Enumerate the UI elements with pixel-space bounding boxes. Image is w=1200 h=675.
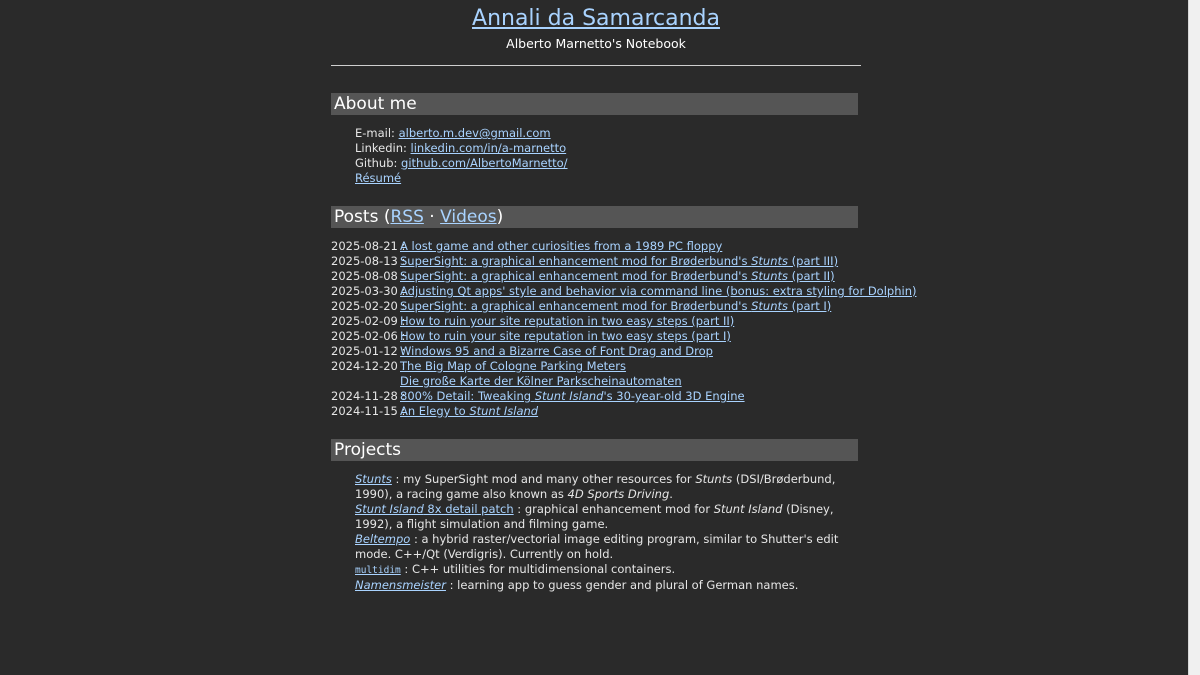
post-link[interactable]: How to ruin your site reputation in two easy steps (part II) (400, 314, 735, 328)
post-item (331, 344, 861, 359)
project-item-beltempo: Beltempo : a hybrid raster/vectorial image editing program, similar to Shutter's edit mode. C++/Qt (Verdigris). Currently on hold. (355, 532, 839, 561)
linkedin-label: Linkedin: (355, 141, 407, 155)
post-date: 2025-02-06 : (331, 329, 406, 343)
contact-list (331, 126, 861, 186)
contact-resume (355, 171, 861, 186)
vertical-scrollbar[interactable] (1188, 0, 1200, 675)
post-date: 2024-12-20 : (331, 359, 406, 373)
site-title-link[interactable]: Annali da Samarcanda (472, 6, 720, 31)
site-subtitle: Alberto Marnetto's Notebook (506, 36, 686, 51)
post-item (331, 314, 861, 329)
post-date: 2024-11-28 : (331, 389, 406, 403)
rss-link[interactable]: RSS (390, 207, 424, 227)
posts-heading (331, 206, 858, 228)
post-link[interactable]: SuperSight: a graphical enhancement mod for Brøderbund's Stunts (part III) (400, 254, 839, 268)
resume-link[interactable]: Résumé (355, 171, 402, 185)
post-link[interactable]: SuperSight: a graphical enhancement mod for Brøderbund's Stunts (part I) (400, 299, 832, 313)
post-link[interactable]: Adjusting Qt apps' style and behavior via command line (bonus: extra styling for Dolphin) (400, 284, 917, 298)
post-date: 2025-08-21 : (331, 239, 406, 253)
contact-github (355, 156, 861, 171)
post-item (331, 284, 917, 299)
posts-heading-prefix: Posts ( (334, 207, 391, 227)
multidim-link[interactable]: multidim (355, 565, 401, 576)
stunts-link[interactable]: Stunts (355, 472, 392, 486)
github-link[interactable]: github.com/AlbertoMarnetto/ (401, 156, 568, 170)
github-label: Github: (355, 156, 398, 170)
post-link[interactable]: How to ruin your site reputation in two easy steps (part I) (400, 329, 731, 343)
contact-linkedin (355, 141, 861, 156)
post-date: 2024-11-15 : (331, 404, 406, 418)
project-item-multidim: multidim : C++ utilities for multidimensional containers. (355, 562, 676, 576)
projects-heading: Projects (331, 439, 858, 461)
about-heading: About me (331, 93, 858, 115)
post-date: 2025-01-12 : (331, 344, 406, 358)
post-item (331, 239, 861, 254)
project-item-stunt-island: Stunt Island 8x detail patch : graphical enhancement mod for Stunt Island (Disney, 1992), a flight simulation and filming game. (355, 502, 834, 531)
project-item-stunts: Stunts : my SuperSight mod and many other resources for Stunts (DSI/Brøderbund, 1990), a racing game also known as 4D Sports Driving. (355, 472, 836, 501)
post-link[interactable]: Windows 95 and a Bizarre Case of Font Drag and Drop (400, 344, 713, 358)
post-item (331, 359, 861, 389)
project-item-namensmeister: Namensmeister : learning app to guess gender and plural of German names. (355, 578, 799, 592)
post-link[interactable]: An Elegy to Stunt Island (400, 404, 539, 418)
post-link[interactable]: A lost game and other curiosities from a 1989 PC floppy (400, 239, 723, 253)
post-item (331, 329, 861, 344)
post-date: 2025-08-08 : (331, 269, 406, 283)
post-link-german[interactable]: Die große Karte der Kölner Parkscheinautomaten (400, 374, 682, 388)
header-divider (331, 65, 861, 66)
post-link[interactable]: 800% Detail: Tweaking Stunt Island's 30-year-old 3D Engine (400, 389, 745, 403)
page-content (331, 0, 917, 593)
post-item (331, 269, 861, 284)
post-date: 2025-08-13 : (331, 254, 406, 268)
email-link[interactable]: alberto.m.dev@gmail.com (398, 126, 551, 140)
stunt-island-patch-link[interactable]: Stunt Island 8x detail patch (355, 502, 514, 516)
post-item (331, 389, 861, 404)
post-link[interactable]: SuperSight: a graphical enhancement mod for Brøderbund's Stunts (part II) (400, 269, 835, 283)
site-header (331, 0, 861, 52)
linkedin-link[interactable]: linkedin.com/in/a-marnetto (410, 141, 567, 155)
post-date: 2025-02-20 : (331, 299, 406, 313)
email-label: E-mail: (355, 126, 395, 140)
post-link[interactable]: The Big Map of Cologne Parking Meters (400, 359, 626, 373)
posts-heading-dot: · (423, 207, 441, 227)
post-item (331, 254, 861, 269)
post-item (331, 299, 861, 314)
namensmeister-link[interactable]: Namensmeister (355, 578, 446, 592)
posts-heading-suffix: ) (496, 207, 504, 227)
post-list (331, 239, 917, 419)
post-date: 2025-02-09 : (331, 314, 406, 328)
project-list (331, 472, 861, 593)
beltempo-link[interactable]: Beltempo (355, 532, 411, 546)
post-date: 2025-03-30 : (331, 284, 406, 298)
contact-email (355, 126, 861, 141)
post-item (331, 404, 861, 419)
videos-link[interactable]: Videos (440, 207, 497, 227)
